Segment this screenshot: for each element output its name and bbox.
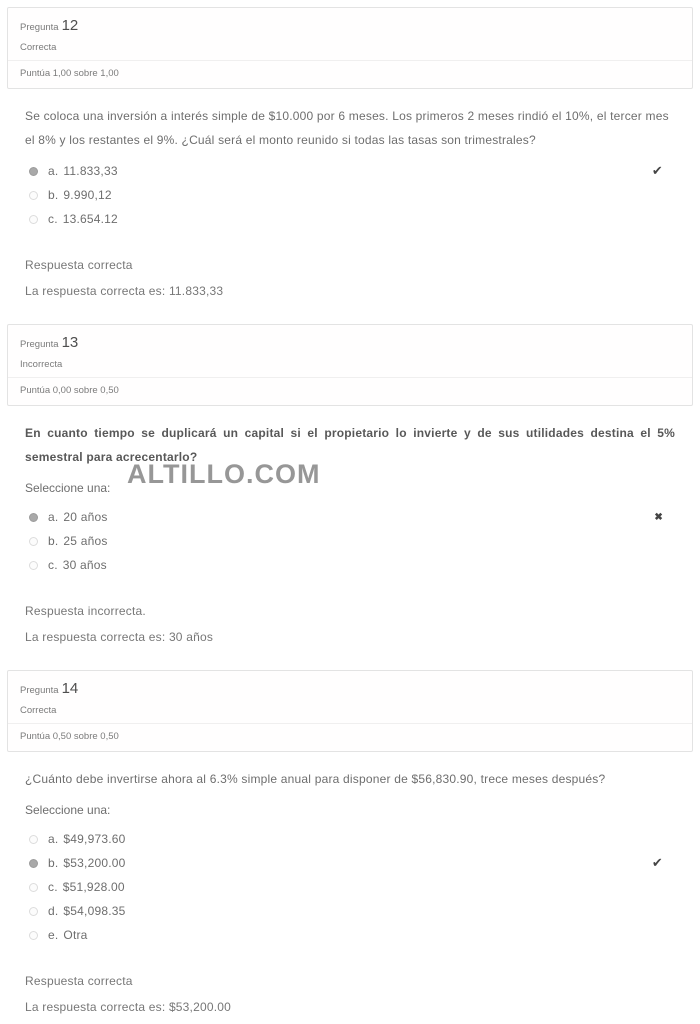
question-block: [7, 7, 693, 298]
option-label: 11.833,33: [63, 164, 118, 178]
question-info-box: [7, 7, 693, 89]
question-content: [7, 767, 693, 1014]
feedback-state: Respuesta correcta: [25, 974, 133, 988]
option-key: a.: [48, 832, 59, 846]
option-key: b.: [48, 188, 59, 202]
radio-button[interactable]: [29, 191, 38, 200]
question-number: 13: [61, 334, 79, 351]
option-key: a.: [48, 164, 59, 178]
answer-option[interactable]: [25, 505, 675, 529]
answer-option[interactable]: [25, 875, 675, 899]
option-label: Otra: [63, 928, 88, 942]
question-header: [20, 17, 680, 36]
question-info-box: [7, 670, 693, 752]
option-label: 13.654.12: [62, 212, 118, 226]
radio-button[interactable]: [29, 215, 38, 224]
option-key: c.: [48, 880, 58, 894]
answer-option[interactable]: [25, 923, 675, 947]
question-header: [20, 334, 680, 353]
radio-button-selected[interactable]: [29, 167, 38, 176]
answer-option[interactable]: [25, 553, 675, 577]
radio-button[interactable]: [29, 835, 38, 844]
option-key: b.: [48, 856, 59, 870]
question-info-box: [7, 324, 693, 406]
options-list: [25, 505, 675, 577]
option-label: $51,928.00: [62, 880, 125, 894]
option-key: e.: [48, 928, 59, 942]
option-key: b.: [48, 534, 59, 548]
option-label: 25 años: [63, 534, 108, 548]
radio-button[interactable]: [29, 561, 38, 570]
radio-button-selected[interactable]: [29, 513, 38, 522]
answer-option[interactable]: [25, 159, 675, 183]
question-grade: Puntúa 0,00 sobre 0,50: [20, 385, 119, 396]
option-key: d.: [48, 904, 59, 918]
option-label: $54,098.35: [63, 904, 126, 918]
feedback-correct-answer: La respuesta correcta es: 11.833,33: [25, 284, 224, 298]
question-content: [7, 421, 693, 644]
option-label: $53,200.00: [63, 856, 126, 870]
select-prompt: Seleccione una:: [25, 481, 111, 495]
option-label: 30 años: [62, 558, 107, 572]
feedback-box: [25, 258, 675, 298]
question-grade: Puntúa 1,00 sobre 1,00: [20, 68, 119, 79]
options-list: [25, 159, 675, 231]
option-key: a.: [48, 510, 59, 524]
radio-button[interactable]: [29, 537, 38, 546]
question-state: Correcta: [20, 705, 57, 716]
question-label: Pregunta: [20, 685, 59, 696]
question-header: [20, 680, 680, 699]
answer-option[interactable]: [25, 827, 675, 851]
feedback-box: [25, 974, 675, 1014]
radio-button-selected[interactable]: [29, 859, 38, 868]
question-text: En cuanto tiempo se duplicará un capital si el propietario lo invierte y de sus utilidades destina el 5% semestral para acrecentarlo?: [25, 426, 675, 464]
check-icon: ✔: [651, 855, 663, 870]
altillo-watermark: ALTILLO.COM: [127, 459, 321, 489]
options-list: [25, 827, 675, 947]
question-label: Pregunta: [20, 339, 59, 350]
radio-button[interactable]: [29, 883, 38, 892]
option-key: c.: [48, 558, 58, 572]
answer-option[interactable]: [25, 851, 675, 875]
feedback-correct-answer: La respuesta correcta es: 30 años: [25, 630, 214, 644]
question-block: [7, 324, 693, 644]
question-state: Incorrecta: [20, 359, 63, 370]
answer-option[interactable]: [25, 899, 675, 923]
feedback-correct-answer: La respuesta correcta es: $53,200.00: [25, 1000, 231, 1014]
divider: [8, 60, 692, 61]
question-content: [7, 104, 693, 298]
select-prompt: Seleccione una:: [25, 803, 111, 817]
radio-button[interactable]: [29, 907, 38, 916]
answer-option[interactable]: [25, 183, 675, 207]
question-number: 12: [61, 17, 79, 34]
question-state: Correcta: [20, 42, 57, 53]
answer-option[interactable]: [25, 207, 675, 231]
feedback-state: Respuesta incorrecta.: [25, 604, 146, 618]
option-label: $49,973.60: [63, 832, 126, 846]
divider: [8, 377, 692, 378]
question-text: Se coloca una inversión a interés simple de $10.000 por 6 meses. Los primeros 2 meses rindió el 10%, el tercer mes el 8% y los restantes el 9%. ¿Cuál será el monto reunido si todas las tasas son trimestrales?: [25, 109, 669, 147]
question-label: Pregunta: [20, 22, 59, 33]
question-block: [7, 670, 693, 1014]
question-number: 14: [61, 680, 79, 697]
cross-icon: ✖: [654, 511, 663, 523]
feedback-box: [25, 604, 675, 644]
option-label: 20 años: [63, 510, 108, 524]
feedback-state: Respuesta correcta: [25, 258, 133, 272]
question-grade: Puntúa 0,50 sobre 0,50: [20, 731, 119, 742]
option-key: c.: [48, 212, 58, 226]
divider: [8, 723, 692, 724]
answer-option[interactable]: [25, 529, 675, 553]
radio-button[interactable]: [29, 931, 38, 940]
check-icon: ✔: [651, 163, 663, 178]
question-text: ¿Cuánto debe invertirse ahora al 6.3% simple anual para disponer de $56,830.90, trece meses después?: [25, 772, 606, 786]
option-label: 9.990,12: [63, 188, 112, 202]
